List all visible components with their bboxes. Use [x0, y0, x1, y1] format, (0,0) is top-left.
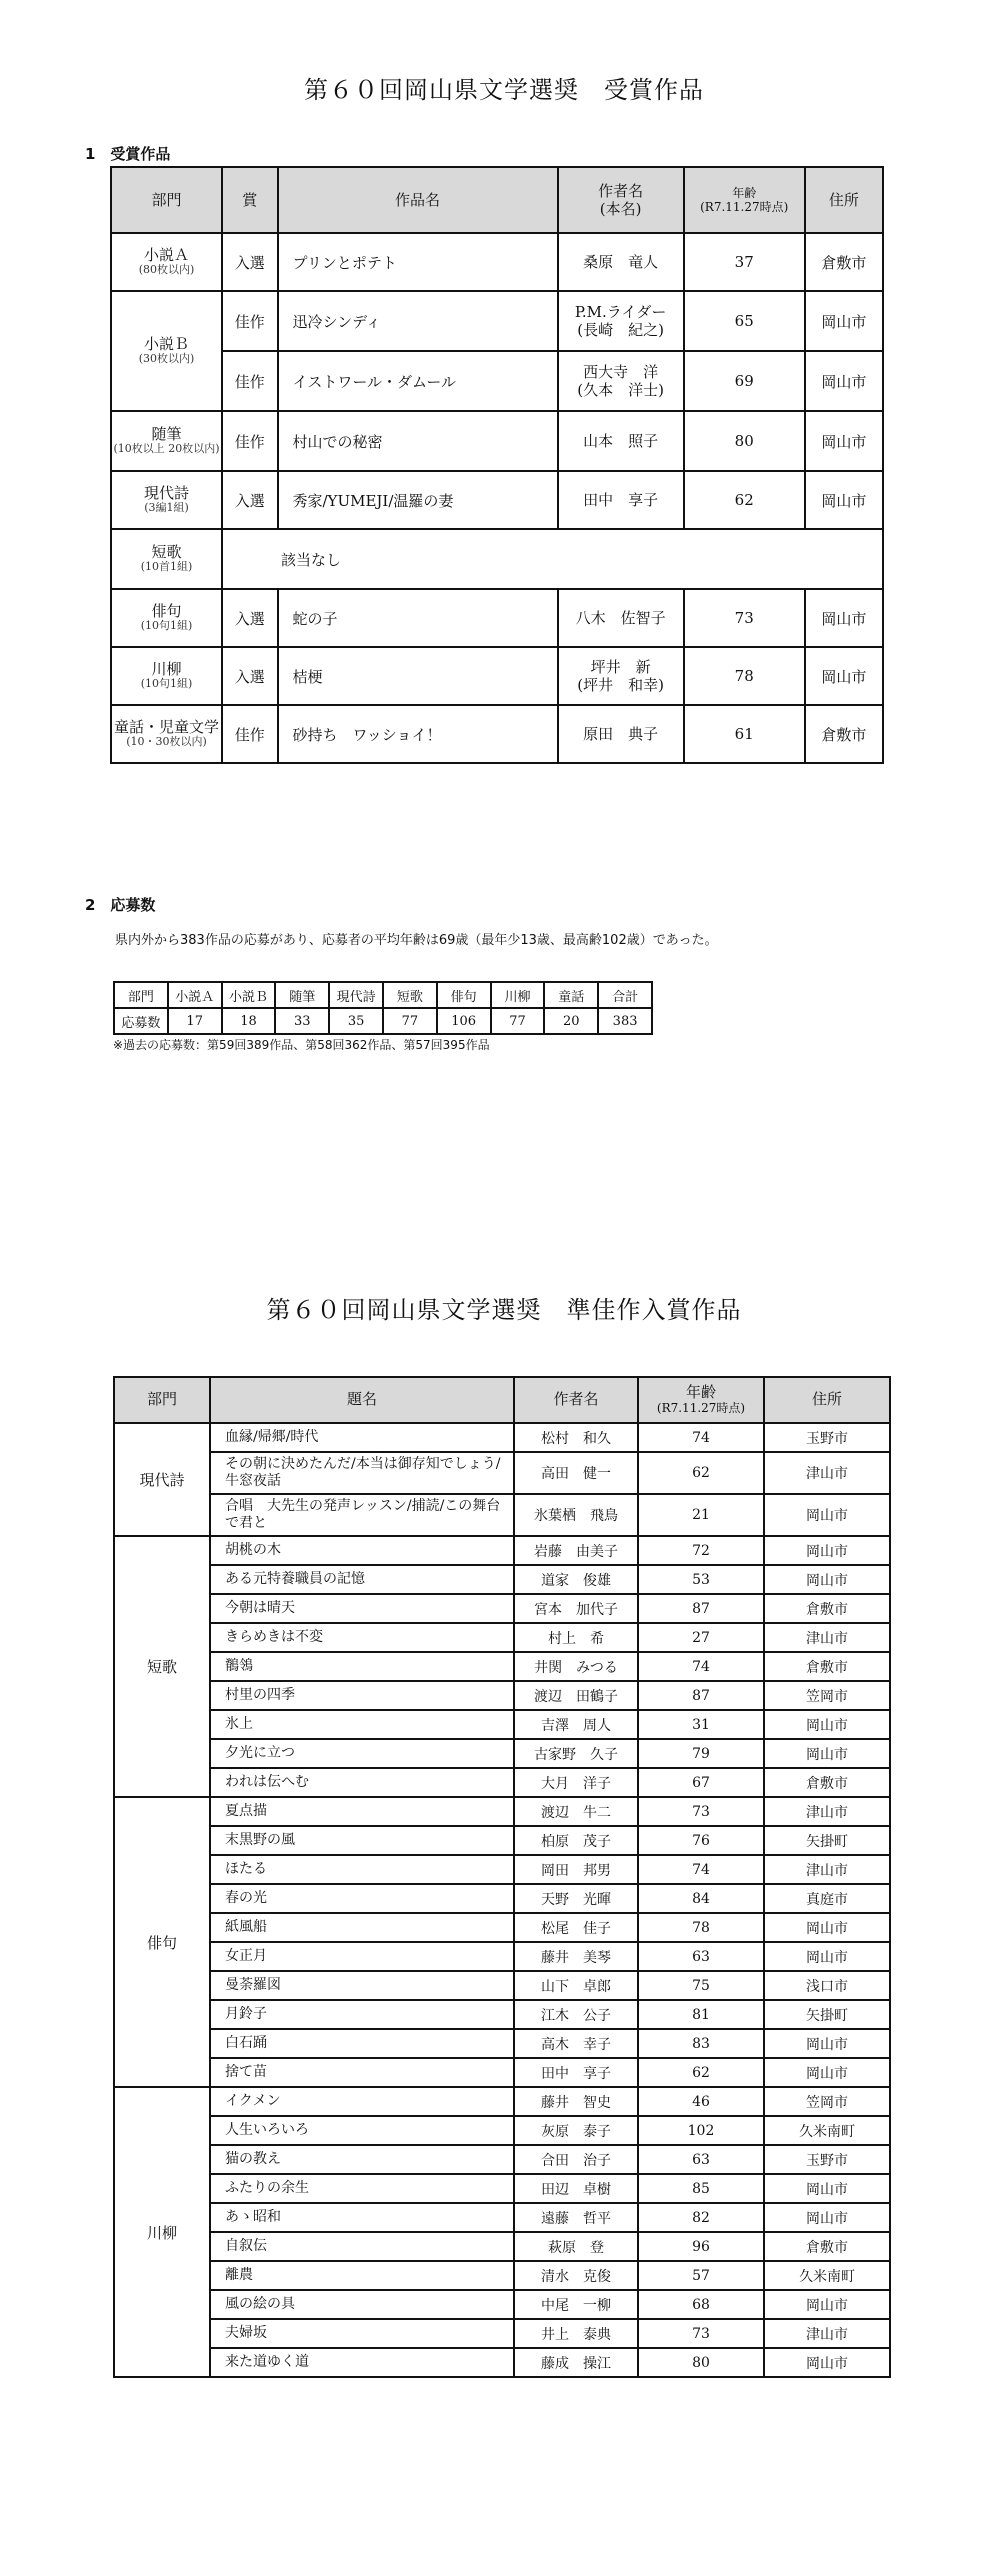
address-cell: 津山市	[764, 1855, 890, 1884]
age-cell: 63	[638, 1942, 764, 1971]
title-cell: 曼荼羅図	[210, 1971, 514, 2000]
address-cell: 津山市	[764, 1797, 890, 1826]
title-cell: われは伝へむ	[210, 1768, 514, 1797]
address-cell: 笠岡市	[764, 1681, 890, 1710]
dept-note: (10句1組)	[140, 677, 193, 691]
address-cell: 倉敷市	[805, 233, 883, 291]
address-cell: 久米南町	[764, 2261, 890, 2290]
address-cell: 津山市	[764, 1452, 890, 1494]
table-row	[114, 1623, 890, 1652]
title-cell: 捨て苗	[210, 2058, 514, 2087]
address-cell: 倉敷市	[764, 2232, 890, 2261]
address-cell: 矢掛町	[764, 1826, 890, 1855]
entries-dept-cell: 合計	[598, 982, 652, 1008]
author-cell: 田辺 卓樹	[514, 2174, 638, 2203]
age-cell: 68	[638, 2290, 764, 2319]
author-cell: 藤井 美琴	[514, 1942, 638, 1971]
entries-dept-cell: 童話	[544, 982, 598, 1008]
address-cell: 岡山市	[805, 351, 883, 411]
table-row	[114, 1565, 890, 1594]
title-cell: 鶺鴒	[210, 1652, 514, 1681]
prize-cell: 佳作	[222, 291, 278, 351]
title-cell: 夫婦坂	[210, 2319, 514, 2348]
table-row	[114, 2087, 890, 2116]
table-row	[114, 1913, 890, 1942]
age-cell: 63	[638, 2145, 764, 2174]
table-row	[114, 1423, 890, 1452]
entries-dept-cell: 現代詩	[329, 982, 383, 1008]
address-cell: 浅口市	[764, 1971, 890, 2000]
table-row	[114, 2000, 890, 2029]
header-age	[638, 1377, 764, 1423]
table-row	[114, 2058, 890, 2087]
address-cell: 久米南町	[764, 2116, 890, 2145]
entries-count-cell: 17	[168, 1008, 222, 1034]
entries-count-cell: 18	[222, 1008, 276, 1034]
address-cell: 岡山市	[764, 2058, 890, 2087]
author-name: 西大寺 洋	[583, 363, 659, 381]
address-cell: 岡山市	[764, 1565, 890, 1594]
table-row	[114, 1942, 890, 1971]
table-row	[114, 2029, 890, 2058]
author-cell: 田中 享子	[514, 2058, 638, 2087]
entries-count-cell: 383	[598, 1008, 652, 1034]
author-name: P.M.ライダー	[574, 303, 667, 321]
age-cell: 57	[638, 2261, 764, 2290]
entries-dept-cell: 俳句	[437, 982, 491, 1008]
author-cell	[558, 411, 684, 471]
dept-name: 川柳	[151, 660, 182, 679]
section-heading-entries: 2 応募数	[85, 896, 156, 914]
header-age-line1: 年齢	[685, 1383, 716, 1402]
row-header-count: 応募数	[114, 1008, 168, 1034]
title-cell: 月鈴子	[210, 2000, 514, 2029]
dept-name: 小説Ｂ	[143, 335, 189, 354]
author-cell: 山下 卓郎	[514, 1971, 638, 2000]
dept-note: (10句1組)	[140, 619, 193, 633]
header-work: 作品名	[278, 167, 558, 233]
table-row	[114, 1710, 890, 1739]
prize-cell: 佳作	[222, 351, 278, 411]
header-age-line1: 年齢	[732, 185, 757, 200]
awards-table	[110, 166, 884, 764]
author-name: 田中 享子	[583, 491, 659, 509]
address-cell: 岡山市	[805, 411, 883, 471]
dept-note: (3編1組)	[144, 501, 189, 515]
author-cell: 藤井 智史	[514, 2087, 638, 2116]
age-cell: 31	[638, 1710, 764, 1739]
author-cell: 岩藤 由美子	[514, 1536, 638, 1565]
title-cell: ほたる	[210, 1855, 514, 1884]
title-cell: 紙風船	[210, 1913, 514, 1942]
address-cell: 岡山市	[764, 1913, 890, 1942]
title-cell: 離農	[210, 2261, 514, 2290]
address-cell: 倉敷市	[764, 1652, 890, 1681]
author-cell: 大月 洋子	[514, 1768, 638, 1797]
age-cell: 21	[638, 1494, 764, 1536]
address-cell: 津山市	[764, 1623, 890, 1652]
dept-cell: 短歌	[114, 1536, 210, 1797]
age-cell: 82	[638, 2203, 764, 2232]
no-award-cell: 該当なし	[222, 529, 883, 589]
entries-count-cell: 35	[329, 1008, 383, 1034]
entries-count-cell: 77	[383, 1008, 437, 1034]
title-cell: 村里の四季	[210, 1681, 514, 1710]
address-cell: 玉野市	[764, 2145, 890, 2174]
author-cell: 柏原 茂子	[514, 1826, 638, 1855]
dept-note: (10・30枚以内)	[126, 735, 207, 749]
address-cell: 笠岡市	[764, 2087, 890, 2116]
work-title-cell: 村山での秘密	[278, 411, 558, 471]
dept-cell: 川柳	[114, 2087, 210, 2377]
author-cell: 道家 俊雄	[514, 1565, 638, 1594]
age-cell: 73	[638, 1797, 764, 1826]
author-cell: 吉澤 周人	[514, 1710, 638, 1739]
author-real-name: (久本 洋士)	[577, 381, 664, 399]
age-cell: 102	[638, 2116, 764, 2145]
header-address: 住所	[764, 1377, 890, 1423]
title-cell: 末黒野の風	[210, 1826, 514, 1855]
table-row	[114, 1594, 890, 1623]
prize-cell: 入選	[222, 233, 278, 291]
age-cell: 75	[638, 1971, 764, 2000]
address-cell: 矢掛町	[764, 2000, 890, 2029]
title-cell: イクメン	[210, 2087, 514, 2116]
table-row	[114, 2348, 890, 2377]
author-cell: 井上 泰典	[514, 2319, 638, 2348]
age-cell: 37	[684, 233, 805, 291]
prize-cell: 入選	[222, 589, 278, 647]
entries-dept-cell: 川柳	[491, 982, 545, 1008]
author-cell: 松尾 佳子	[514, 1913, 638, 1942]
dept-cell: 現代詩	[114, 1423, 210, 1536]
work-title-cell: プリンとポテト	[278, 233, 558, 291]
address-cell: 岡山市	[764, 1739, 890, 1768]
table-row	[114, 1536, 890, 1565]
dept-cell	[111, 411, 222, 471]
author-cell: 清水 克俊	[514, 2261, 638, 2290]
author-cell: 古家野 久子	[514, 1739, 638, 1768]
author-real-name: (長崎 紀之)	[577, 321, 664, 339]
entries-dept-cell: 小説Ａ	[168, 982, 222, 1008]
address-cell: 岡山市	[764, 2203, 890, 2232]
author-cell: 藤成 操江	[514, 2348, 638, 2377]
address-cell: 岡山市	[764, 2174, 890, 2203]
table-row	[111, 351, 883, 411]
work-title-cell: 砂持ち ワッショイ！	[278, 705, 558, 763]
header-title: 題名	[210, 1377, 514, 1423]
header-prize: 賞	[222, 167, 278, 233]
author-cell	[558, 647, 684, 705]
past-entries-note: ※過去の応募数：第59回389作品、第58回362作品、第57回395作品	[113, 1038, 490, 1052]
header-dept: 部門	[114, 1377, 210, 1423]
row-header-dept: 部門	[114, 982, 168, 1008]
age-cell: 74	[638, 1855, 764, 1884]
address-cell: 岡山市	[805, 471, 883, 529]
author-cell: 渡辺 田鶴子	[514, 1681, 638, 1710]
table-row	[114, 1768, 890, 1797]
page-title-2: 第６０回岡山県文学選奨 準佳作入賞作品	[266, 1296, 742, 1324]
table-row	[114, 1855, 890, 1884]
age-cell: 78	[684, 647, 805, 705]
address-cell: 倉敷市	[805, 705, 883, 763]
age-cell: 69	[684, 351, 805, 411]
age-cell: 65	[684, 291, 805, 351]
author-name: 桑原 竜人	[583, 253, 659, 271]
dept-name: 短歌	[151, 543, 182, 562]
work-title-cell: 迅冷シンディ	[278, 291, 558, 351]
header-age	[684, 167, 805, 233]
title-cell: その朝に決めたんだ/本当は御存知でしょう/牛窓夜話	[210, 1452, 514, 1494]
entries-dept-cell: 小説Ｂ	[222, 982, 276, 1008]
age-cell: 53	[638, 1565, 764, 1594]
author-cell: 村上 希	[514, 1623, 638, 1652]
header-age-line2: (R7.11.27時点)	[700, 200, 789, 214]
address-cell: 津山市	[764, 2319, 890, 2348]
address-cell: 岡山市	[764, 1942, 890, 1971]
title-cell: きらめきは不変	[210, 1623, 514, 1652]
author-name: 山本 照子	[583, 432, 659, 450]
title-cell: 女正月	[210, 1942, 514, 1971]
address-cell: 真庭市	[764, 1884, 890, 1913]
author-cell	[558, 351, 684, 411]
author-cell: 合田 治子	[514, 2145, 638, 2174]
work-title-cell: イストワール・ダムール	[278, 351, 558, 411]
table-row	[114, 2290, 890, 2319]
entries-count-cell: 77	[491, 1008, 545, 1034]
address-cell: 倉敷市	[764, 1768, 890, 1797]
age-cell: 67	[638, 1768, 764, 1797]
table-row	[114, 1739, 890, 1768]
table-row	[111, 291, 883, 351]
author-name: 八木 佐智子	[575, 609, 666, 627]
dept-cell	[111, 233, 222, 291]
title-cell: 春の光	[210, 1884, 514, 1913]
title-cell: 夕光に立つ	[210, 1739, 514, 1768]
age-cell: 80	[638, 2348, 764, 2377]
author-cell: 高木 幸子	[514, 2029, 638, 2058]
address-cell: 岡山市	[805, 291, 883, 351]
title-cell: 合唱 大先生の発声レッスン/捕読/この舞台で君と	[210, 1494, 514, 1536]
age-cell: 84	[638, 1884, 764, 1913]
header-author	[558, 167, 684, 233]
entries-count-cell: 20	[544, 1008, 598, 1034]
address-cell: 岡山市	[764, 2290, 890, 2319]
section-heading-awards: 1 受賞作品	[85, 145, 171, 163]
age-cell: 27	[638, 1623, 764, 1652]
age-cell: 80	[684, 411, 805, 471]
table-row	[114, 1452, 890, 1494]
dept-name: 小説Ａ	[143, 246, 189, 265]
title-cell: 人生いろいろ	[210, 2116, 514, 2145]
dept-note: (10枚以上 20枚以内)	[113, 442, 220, 456]
entries-count-row	[114, 1008, 652, 1034]
dept-note: (30枚以内)	[138, 352, 195, 366]
address-cell: 岡山市	[764, 1536, 890, 1565]
age-cell: 96	[638, 2232, 764, 2261]
work-title-cell: 蛇の子	[278, 589, 558, 647]
table-row	[114, 2261, 890, 2290]
author-cell: 中尾 一柳	[514, 2290, 638, 2319]
age-cell: 87	[638, 1681, 764, 1710]
author-name: 原田 典子	[583, 725, 659, 743]
table-row	[111, 233, 883, 291]
title-cell: 氷上	[210, 1710, 514, 1739]
entries-count-cell: 33	[275, 1008, 329, 1034]
table-row	[114, 1797, 890, 1826]
age-cell: 62	[684, 471, 805, 529]
address-cell: 岡山市	[764, 1710, 890, 1739]
author-cell	[558, 233, 684, 291]
age-cell: 74	[638, 1423, 764, 1452]
age-cell: 78	[638, 1913, 764, 1942]
author-cell	[558, 471, 684, 529]
table-row	[111, 705, 883, 763]
author-name: 坪井 新	[590, 658, 651, 676]
address-cell: 岡山市	[764, 2029, 890, 2058]
table-row	[114, 2116, 890, 2145]
dept-cell	[111, 647, 222, 705]
author-cell: 灰原 泰子	[514, 2116, 638, 2145]
table-row	[114, 2145, 890, 2174]
table-row	[111, 471, 883, 529]
dept-name: 現代詩	[143, 484, 189, 503]
address-cell: 玉野市	[764, 1423, 890, 1452]
author-cell: 遠藤 哲平	[514, 2203, 638, 2232]
address-cell: 岡山市	[805, 647, 883, 705]
author-cell: 氷葉栖 飛鳥	[514, 1494, 638, 1536]
dept-name: 童話・児童文学	[113, 718, 219, 737]
author-cell: 松村 和久	[514, 1423, 638, 1452]
author-cell: 岡田 邦男	[514, 1855, 638, 1884]
table-header-row	[111, 167, 883, 233]
table-row	[114, 2174, 890, 2203]
age-cell: 61	[684, 705, 805, 763]
age-cell: 74	[638, 1652, 764, 1681]
title-cell: 血縁/帰郷/時代	[210, 1423, 514, 1452]
author-cell: 井関 みつる	[514, 1652, 638, 1681]
entries-count-cell: 106	[437, 1008, 491, 1034]
age-cell: 73	[638, 2319, 764, 2348]
address-cell: 岡山市	[764, 2348, 890, 2377]
author-cell	[558, 291, 684, 351]
author-cell: 高田 健一	[514, 1452, 638, 1494]
header-author-line2: (本名)	[599, 200, 642, 218]
work-title-cell: 秀家/YUMEJI/温羅の妻	[278, 471, 558, 529]
header-dept: 部門	[111, 167, 222, 233]
dept-note: (80枚以内)	[138, 263, 195, 277]
age-cell: 72	[638, 1536, 764, 1565]
dept-name: 随筆	[151, 425, 182, 444]
dept-name: 俳句	[151, 602, 182, 621]
title-cell: 胡桃の木	[210, 1536, 514, 1565]
age-cell: 62	[638, 2058, 764, 2087]
age-cell: 73	[684, 589, 805, 647]
address-cell: 倉敷市	[764, 1594, 890, 1623]
table-row	[114, 1884, 890, 1913]
header-author: 作者名	[514, 1377, 638, 1423]
prize-cell: 入選	[222, 471, 278, 529]
table-header-row	[114, 1377, 890, 1423]
entries-summary-text: 県内外から383作品の応募があり、応募者の平均年齢は69歳（最年少13歳、最高齢102歳）であった。	[115, 933, 718, 948]
author-cell: 天野 光暉	[514, 1884, 638, 1913]
age-cell: 46	[638, 2087, 764, 2116]
dept-cell	[111, 589, 222, 647]
title-cell: 白石踊	[210, 2029, 514, 2058]
prize-cell: 佳作	[222, 411, 278, 471]
table-row	[114, 2203, 890, 2232]
address-cell: 岡山市	[764, 1494, 890, 1536]
entries-dept-row	[114, 982, 652, 1008]
dept-cell: 俳句	[114, 1797, 210, 2087]
entries-count-table	[113, 981, 653, 1035]
author-cell: 渡辺 牛二	[514, 1797, 638, 1826]
table-row	[114, 1494, 890, 1536]
author-cell: 宮本 加代子	[514, 1594, 638, 1623]
age-cell: 62	[638, 1452, 764, 1494]
age-cell: 81	[638, 2000, 764, 2029]
prize-cell: 入選	[222, 647, 278, 705]
age-cell: 85	[638, 2174, 764, 2203]
author-cell	[558, 589, 684, 647]
table-row	[111, 589, 883, 647]
title-cell: あゝ昭和	[210, 2203, 514, 2232]
table-row	[114, 2319, 890, 2348]
dept-cell	[111, 705, 222, 763]
author-real-name: (坪井 和幸)	[577, 676, 664, 694]
age-cell: 76	[638, 1826, 764, 1855]
dept-note: (10首1組)	[140, 560, 193, 574]
table-row	[111, 529, 883, 589]
header-author-line1: 作者名	[598, 182, 644, 200]
title-cell: 夏点描	[210, 1797, 514, 1826]
table-row	[111, 411, 883, 471]
page-title: 第６０回岡山県文学選奨 受賞作品	[304, 76, 704, 104]
table-row	[114, 2232, 890, 2261]
entries-dept-cell: 随筆	[275, 982, 329, 1008]
address-cell: 岡山市	[805, 589, 883, 647]
age-cell: 83	[638, 2029, 764, 2058]
title-cell: 猫の教え	[210, 2145, 514, 2174]
author-cell: 萩原 登	[514, 2232, 638, 2261]
table-row	[114, 1681, 890, 1710]
table-row	[114, 1971, 890, 2000]
dept-cell	[111, 529, 222, 589]
dept-cell	[111, 291, 222, 411]
entries-dept-cell: 短歌	[383, 982, 437, 1008]
age-cell: 79	[638, 1739, 764, 1768]
header-age-line2: (R7.11.27時点)	[656, 1400, 746, 1415]
prize-cell: 佳作	[222, 705, 278, 763]
title-cell: ふたりの余生	[210, 2174, 514, 2203]
author-cell	[558, 705, 684, 763]
title-cell: 自叙伝	[210, 2232, 514, 2261]
title-cell: 来た道ゆく道	[210, 2348, 514, 2377]
age-cell: 87	[638, 1594, 764, 1623]
header-address: 住所	[805, 167, 883, 233]
honorable-mention-table	[113, 1376, 891, 2378]
table-row	[111, 647, 883, 705]
dept-cell	[111, 471, 222, 529]
work-title-cell: 桔梗	[278, 647, 558, 705]
title-cell: 風の絵の具	[210, 2290, 514, 2319]
author-cell: 江木 公子	[514, 2000, 638, 2029]
table-row	[114, 1826, 890, 1855]
title-cell: ある元特養職員の記憶	[210, 1565, 514, 1594]
title-cell: 今朝は晴天	[210, 1594, 514, 1623]
table-row	[114, 1652, 890, 1681]
